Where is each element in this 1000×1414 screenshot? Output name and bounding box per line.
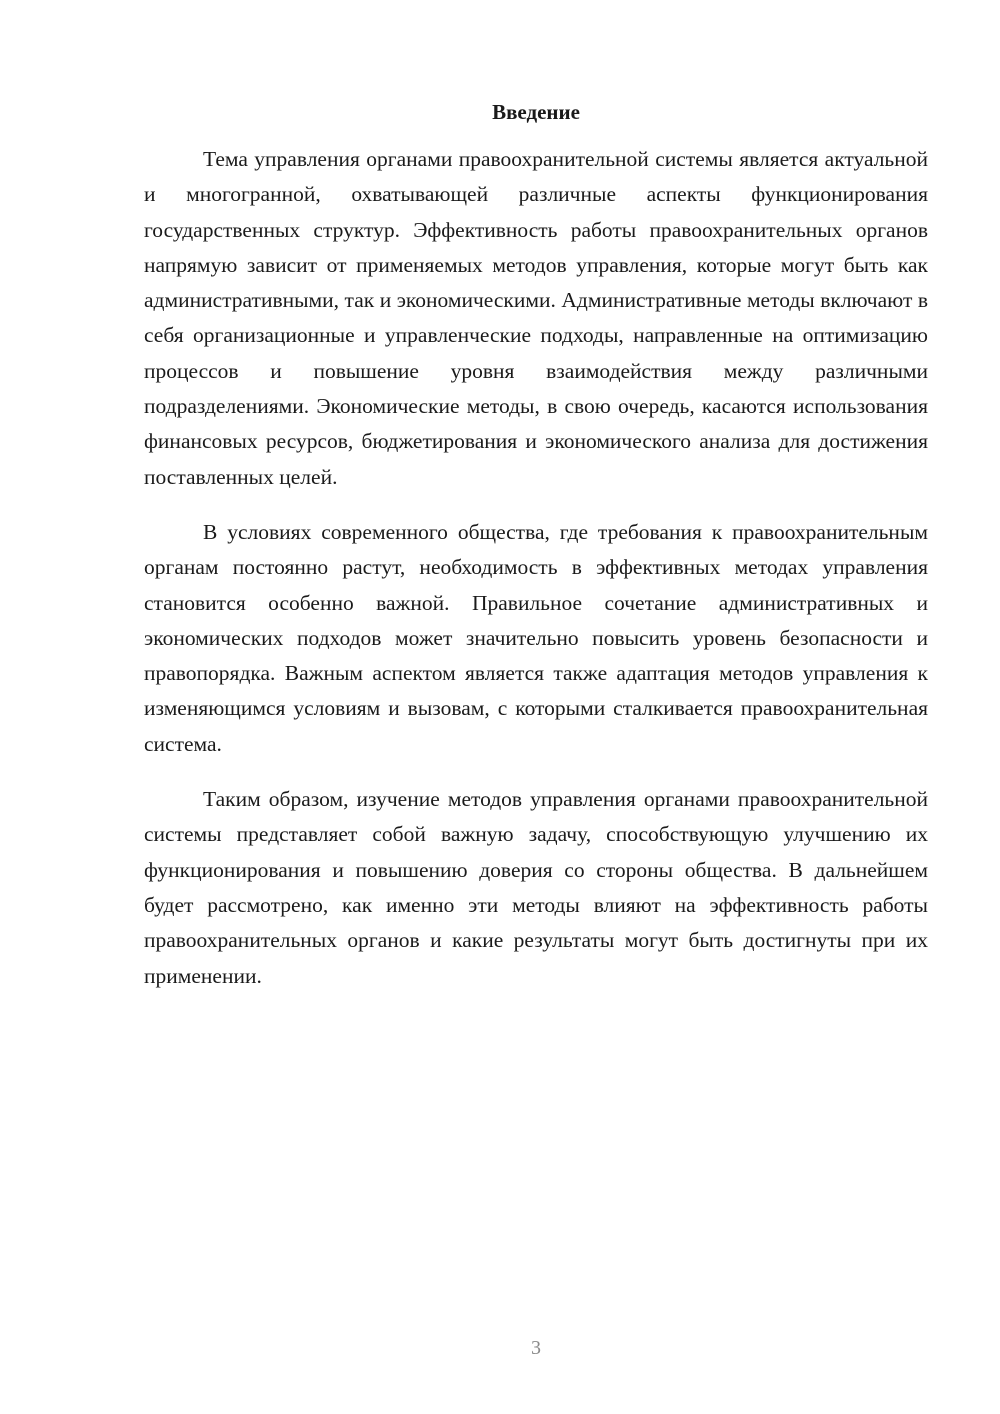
paragraph-1: Тема управления органами правоохранительной системы является актуальной и многогранной, охватывающей различные аспекты функционирования государственных структур. Эффективность работы правоохранительных органов напрямую зависит от применяемых методов управления, которые могут быть как административными, так и экономическими. Административные методы включают в себя организационные и управленческие подходы, направленные на оптимизацию процессов и повышение уровня взаимодействия между различными подразделениями. Экономические методы, в свою очередь, касаются использования финансовых ресурсов, бюджетирования и экономического анализа для достижения поставленных целей.: [144, 147, 928, 489]
document-body: [144, 142, 928, 994]
page-number: 3: [531, 1337, 541, 1359]
page-title: Введение: [492, 100, 580, 124]
paragraph-3: Таким образом, изучение методов управления органами правоохранительной системы представляет собой важную задачу, способствующую улучшению их функционирования и повышению доверия со стороны общества. В дальнейшем будет рассмотрено, как именно эти методы влияют на эффективность работы правоохранительных органов и какие результаты могут быть достигнуты при их применении.: [144, 787, 928, 988]
paragraph-2: В условиях современного общества, где требования к правоохранительным органам постоянно растут, необходимость в эффективных методах управления становится особенно важной. Правильное сочетание административных и экономических подходов может значительно повысить уровень безопасности и правопорядка. Важным аспектом является также адаптация методов управления к изменяющимся условиям и вызовам, с которыми сталкивается правоохранительная система.: [144, 519, 928, 756]
